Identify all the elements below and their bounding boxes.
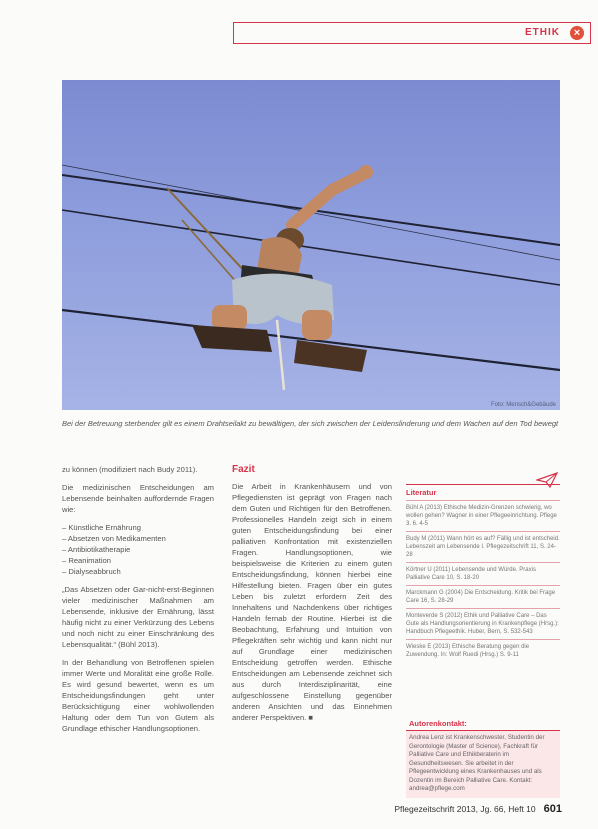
- list-item: – Absetzen von Medikamenten: [62, 533, 214, 544]
- author-contact-text: Andrea Lenz ist Krankenschwester, Studentin der Gerontologie (Master of Science), Fachkraft für Palliative Care und Ethikberaterin im Gesundheitswesen. Sie arbeitet in der Pflegeentwicklung eines Krankenhauses und als Dozentin im Bereich Palliative Care. Kontakt: andrea@pflege.com: [409, 734, 545, 792]
- literature-entry: Budy M (2011) Wann hört es auf? Fällig und ist entscheid. Lebenszeit am Lebensende I. Pflegezeitschrift 11, S. 24-28: [406, 531, 560, 562]
- photo-tightrope-walker: [62, 80, 560, 410]
- literature-box: [406, 484, 560, 662]
- literature-entry: Bühl A (2013) Ethische Medizin-Grenzen schwierig, wo wollen gehen? Wagner in einer Pflegeeinrichtung. Pflege 3. 6. 4-5: [406, 500, 560, 531]
- paragraph: Die Arbeit in Krankenhäusern und von Pflegediensten ist geprägt von Fragen nach dem Guten und Richtigen für den Betroffenen. Professionelles Handeln zeigt sich in einem guten Entscheidungsfindung bei einer palliativen Konfrontation mit existenziellen Fragen. Handlungsoptionen, wie beispielsweise die Kriterien zu einem guten Entscheidungsfindung, können hierbei eine Hilfestellung bieten. Fragen über ein gutes Leben bis zuletzt erfordern Zeit des Innehaltens und Nachdenkens über richtiges Handeln fernab der Routine. Hierbei ist die Beobachtung, Erfahrung und Intuition von Pflegekräften sehr wichtig und kann nicht nur auf Grundlage einer medizinischen Entscheidung getroffen werden. Ethische Entscheidungen am Lebensende zeichnet sich aus durch Interdisziplinarität, eine aufgeschlossene Einstellung gegenüber anderen Ansichten und das Einnehmen anderer Perspektiven. ■: [232, 482, 392, 722]
- quote-paragraph: „Das Absetzen oder Gar-nicht-erst-Beginnen vieler medizinischer Maßnahmen am Lebensende, inklusive der Ernährung, lässt häufig nicht zu einer Verkürzung des Lebens und noch nicht zu einer Einschränkung des Lebensqualität.“ (Bühl 2013).: [62, 585, 214, 649]
- list-item: – Dialyseabbruch: [62, 566, 214, 577]
- tightrope-illustration: [62, 80, 560, 410]
- paragraph: zu können (modifiziert nach Budy 2011).: [62, 465, 198, 474]
- photo-credit: Foto: Mensch&Gebäude: [490, 402, 556, 408]
- decision-list: [62, 522, 214, 577]
- literature-heading: Literatur: [406, 488, 437, 497]
- journal-reference: Pflegezeitschrift 2013, Jg. 66, Heft 10: [394, 804, 536, 814]
- author-contact-heading: Autorenkontakt:: [406, 717, 560, 731]
- literature-entry: Wieske E (2013) Ethische Beratung gegen die Zuwendung. In: Wolf Ruedi (Hrsg.) S. 9-11: [406, 639, 560, 662]
- list-item: – Künstliche Ernährung: [62, 522, 214, 533]
- x-circle-icon: ×: [570, 26, 584, 40]
- list-item: – Antibiotikatherapie: [62, 544, 214, 555]
- list-item: – Reanimation: [62, 555, 214, 566]
- text-column-2: [232, 464, 392, 730]
- literature-entry: Körtner U (2011) Lebensende und Würde. Praxis Palliative Care 10, S. 18-20: [406, 562, 560, 585]
- text-column-1: [62, 464, 214, 741]
- literature-entry: Monteverde S (2012) Ethik und Palliative Care – Das Gute als Handlungsorientierung in Krankenpflege (Hrsg.): Handbuch Pflegeethik. Huber, Bern, S. 532-543: [406, 608, 560, 639]
- author-contact-box: [406, 717, 560, 798]
- literature-entry: Marckmann G (2004) Die Entscheidung. Kritik bei Frage Care 16, S. 28-29: [406, 585, 560, 608]
- fazit-heading: Fazit: [232, 464, 255, 475]
- section-label: ETHIK: [525, 27, 560, 38]
- photo-caption: Bei der Betreuung sterbender gilt es einem Drahtseilakt zu bewältigen, der sich zwischen der Leidenslinderung und dem Wachen auf den Tod bewegt: [62, 419, 559, 428]
- page-footer: [394, 803, 562, 815]
- paragraph: Die medizinischen Entscheidungen am Lebensende beinhalten auffordernde Fragen wie:: [62, 483, 214, 514]
- section-header: [233, 22, 591, 44]
- paper-plane-icon: [536, 471, 558, 489]
- paragraph: In der Behandlung von Betroffenen spielen immer Werte und Moralität eine große Rolle. Es wird gesund bewertet, wenn es um Entscheidungsfindungen geht unter Berücksichtigung einer wohlwollenden Haltung oder dem Tun von Gutem als Grundlage ethischer Handlungsoptionen.: [62, 658, 214, 733]
- page-number: 601: [543, 803, 562, 815]
